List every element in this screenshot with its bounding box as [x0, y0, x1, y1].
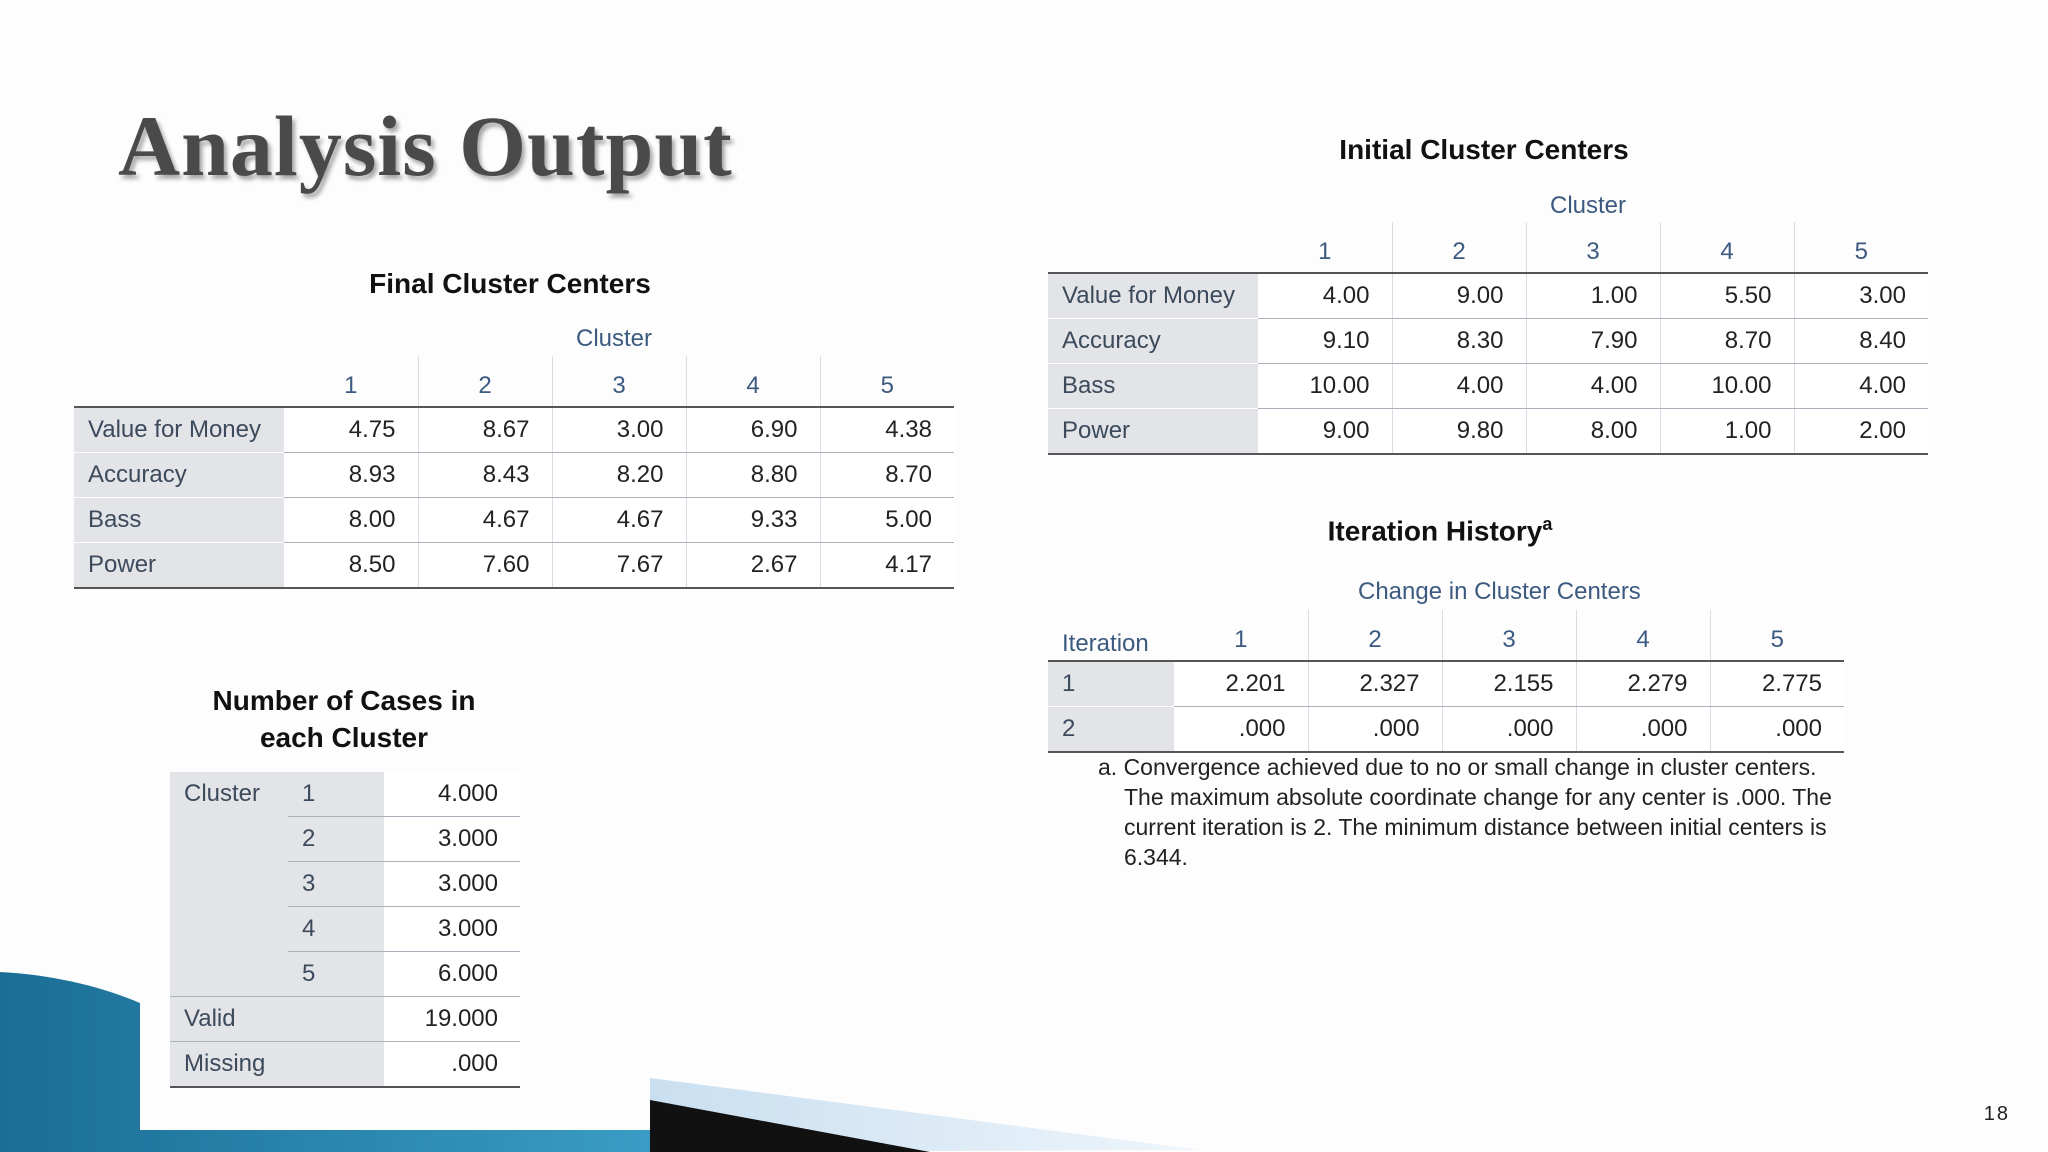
table-cell: 4.000: [384, 772, 520, 817]
table-cell: 2.201: [1174, 661, 1308, 707]
cluster-id: 1: [288, 772, 384, 817]
table-row: [1048, 409, 1928, 455]
table-cell: 8.30: [1392, 319, 1526, 364]
table-cell: 9.00: [1258, 409, 1392, 455]
column-header: 5: [1710, 610, 1844, 661]
header-corner: [74, 356, 284, 407]
column-header: 2: [418, 356, 552, 407]
table-cell: 4.17: [820, 543, 954, 589]
table-cell: 2.155: [1442, 661, 1576, 707]
row-label: Power: [74, 543, 284, 589]
table-cell: 7.67: [552, 543, 686, 589]
column-header: 2: [1392, 222, 1526, 273]
table-cell: 4.67: [552, 498, 686, 543]
table-cell: 10.00: [1258, 364, 1392, 409]
table-cell: 3.000: [384, 862, 520, 907]
table-row: [1048, 707, 1844, 753]
table-cell: 2.327: [1308, 661, 1442, 707]
page-number: 18: [1983, 1103, 2010, 1125]
table-cell: 1.00: [1660, 409, 1794, 455]
column-header: 3: [552, 356, 686, 407]
column-header: 3: [1526, 222, 1660, 273]
table-row: [74, 453, 954, 498]
header-corner: [1048, 222, 1258, 273]
cases-title-line1: Number of Cases in: [212, 685, 476, 716]
table-cell: 3.00: [1794, 273, 1928, 319]
table-cell: .000: [384, 1042, 520, 1088]
column-header: 1: [1258, 222, 1392, 273]
table-cell: 1.00: [1526, 273, 1660, 319]
row-label: 2: [1048, 707, 1174, 753]
table-cell: 3.00: [552, 407, 686, 453]
row-label: Power: [1048, 409, 1258, 455]
table-cell: 9.80: [1392, 409, 1526, 455]
table-cell: 7.60: [418, 543, 552, 589]
table-cell: 2.279: [1576, 661, 1710, 707]
table-cell: 8.00: [1526, 409, 1660, 455]
table-cell: 4.00: [1392, 364, 1526, 409]
column-header: 5: [1794, 222, 1928, 273]
table-cell: 2.00: [1794, 409, 1928, 455]
table-cell: 9.33: [686, 498, 820, 543]
table-cell: 5.50: [1660, 273, 1794, 319]
iteration-header-row: [1048, 610, 1844, 661]
table-cell: 3.000: [384, 907, 520, 952]
table-cell: 19.000: [384, 997, 520, 1042]
table-row: [170, 772, 520, 817]
table-cell: 4.00: [1794, 364, 1928, 409]
final-centers-title: Final Cluster Centers: [369, 268, 651, 299]
iteration-history-title: [1250, 514, 1630, 547]
table-cell: 3.000: [384, 817, 520, 862]
cluster-id: 4: [288, 907, 384, 952]
column-header: 2: [1308, 610, 1442, 661]
iteration-history-title-text: Iteration History: [1327, 515, 1543, 547]
iteration-footnote: [1098, 752, 1858, 872]
table-row: [1048, 364, 1928, 409]
table-cell: 8.70: [820, 453, 954, 498]
table-cell: 9.00: [1392, 273, 1526, 319]
final-centers-table: [74, 356, 954, 589]
table-cell: .000: [1174, 707, 1308, 753]
initial-centers-header-row: [1048, 222, 1928, 273]
cluster-id: 2: [288, 817, 384, 862]
table-cell: 8.70: [1660, 319, 1794, 364]
footnote-marker: a: [1542, 514, 1553, 534]
table-cell: 2.67: [686, 543, 820, 589]
final-centers-cluster-label: Cluster: [576, 325, 653, 352]
column-header: 3: [1442, 610, 1576, 661]
column-header: 1: [1174, 610, 1308, 661]
initial-centers-title: Initial Cluster Centers: [1339, 134, 1629, 165]
column-header: 4: [686, 356, 820, 407]
cluster-id: 3: [288, 862, 384, 907]
table-row: [170, 1042, 520, 1088]
table-cell: 8.80: [686, 453, 820, 498]
cases-title-line2: each Cluster: [259, 722, 429, 753]
row-label: Bass: [74, 498, 284, 543]
table-cell: 8.43: [418, 453, 552, 498]
table-cell: 9.10: [1258, 319, 1392, 364]
table-row: [74, 407, 954, 453]
table-cell: 7.90: [1526, 319, 1660, 364]
table-row: [1048, 661, 1844, 707]
cases-title: [174, 682, 514, 756]
table-cell: 5.00: [820, 498, 954, 543]
footnote-text: a. Convergence achieved due to no or small change in cluster centers. The maximum absolute coordinate change for any center is .000. The current iteration is 2. The minimum distance between initial centers is 6.344.: [1098, 754, 1832, 870]
table-cell: 8.50: [284, 543, 418, 589]
column-header: 5: [820, 356, 954, 407]
table-cell: 8.20: [552, 453, 686, 498]
slide-title: Analysis Output: [118, 98, 733, 194]
row-label: Value for Money: [1048, 273, 1258, 319]
cluster-group-label: Cluster: [170, 772, 288, 997]
row-label: Accuracy: [74, 453, 284, 498]
final-centers-header-row: [74, 356, 954, 407]
table-cell: .000: [1710, 707, 1844, 753]
row-label: Accuracy: [1048, 319, 1258, 364]
table-row: [1048, 273, 1928, 319]
table-cell: 2.775: [1710, 661, 1844, 707]
column-header: 1: [284, 356, 418, 407]
table-cell: 4.75: [284, 407, 418, 453]
initial-centers-cluster-label: Cluster: [1550, 192, 1627, 219]
row-label: Value for Money: [74, 407, 284, 453]
iteration-row-header: Iteration: [1048, 610, 1174, 661]
table-row: [74, 498, 954, 543]
table-cell: 4.38: [820, 407, 954, 453]
table-cell: .000: [1576, 707, 1710, 753]
cases-table: [170, 772, 520, 1088]
table-cell: 10.00: [1660, 364, 1794, 409]
table-cell: 4.00: [1526, 364, 1660, 409]
table-row: [74, 543, 954, 589]
initial-centers-table: [1048, 222, 1928, 455]
row-label: Bass: [1048, 364, 1258, 409]
table-cell: 6.90: [686, 407, 820, 453]
valid-label: Valid: [170, 997, 384, 1042]
table-cell: 8.00: [284, 498, 418, 543]
column-header: 4: [1576, 610, 1710, 661]
table-cell: 8.40: [1794, 319, 1928, 364]
table-cell: 8.93: [284, 453, 418, 498]
table-row: [1048, 319, 1928, 364]
row-label: 1: [1048, 661, 1174, 707]
table-cell: .000: [1308, 707, 1442, 753]
table-row: [170, 997, 520, 1042]
change-in-cluster-centers-label: Change in Cluster Centers: [1358, 578, 1641, 605]
column-header: 4: [1660, 222, 1794, 273]
table-cell: 8.67: [418, 407, 552, 453]
iteration-history-table: [1048, 610, 1844, 753]
missing-label: Missing: [170, 1042, 384, 1088]
table-cell: 4.00: [1258, 273, 1392, 319]
table-cell: 6.000: [384, 952, 520, 997]
cluster-id: 5: [288, 952, 384, 997]
table-cell: .000: [1442, 707, 1576, 753]
table-cell: 4.67: [418, 498, 552, 543]
